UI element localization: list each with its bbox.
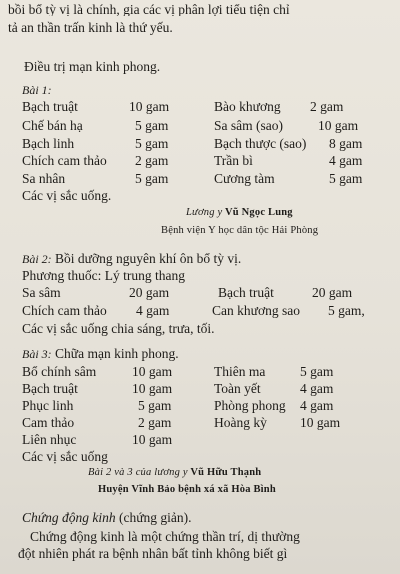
ingredient-name: Bạch thược (sao) xyxy=(214,136,307,151)
ingredient-qty: 8 gam xyxy=(329,136,363,151)
ingredient-qty: 20 gam xyxy=(312,285,353,300)
ingredient-qty: 5 gam xyxy=(329,171,363,186)
ingredient-name: Bạch truật xyxy=(22,99,78,114)
sign-prefix: Bài 2 và 3 của lương y xyxy=(88,467,188,478)
ingredient-qty: 10 gam xyxy=(300,415,341,430)
ingredient-qty: 4 gam xyxy=(329,153,363,168)
ingredient-qty: 10 gam xyxy=(129,99,170,114)
ingredient-qty: 4 gam xyxy=(300,398,334,413)
ingredient-qty: 2 gam xyxy=(138,415,172,430)
ingredient-qty: 10 gam xyxy=(132,364,173,379)
bai1-signature xyxy=(186,207,293,218)
ingredient-qty: 20 gam xyxy=(129,285,170,300)
ingredient-qty: 2 gam xyxy=(135,153,169,168)
ingredient-qty: 5 gam, xyxy=(328,303,365,318)
ingredient-qty: 5 gam xyxy=(135,171,169,186)
bai2-header xyxy=(22,251,241,267)
intro-line-1: bồi bổ tỳ vị là chính, gia các vị phân lợi tiểu tiện chỉ xyxy=(8,2,290,16)
ingredient-name: Liên nhục xyxy=(22,432,77,447)
ingredient-name: Can khương sao xyxy=(212,303,300,318)
ingredient-name: Toàn yết xyxy=(214,381,261,396)
bai3-title: Chữa mạn kinh phong. xyxy=(55,346,179,361)
ingredient-name: Cam thảo xyxy=(22,415,75,430)
formula-label: Phương thuốc: xyxy=(22,268,102,283)
ingredient-name: Sa nhân xyxy=(22,171,66,186)
ingredient-qty: 4 gam xyxy=(300,381,334,396)
ingredient-qty: 10 gam xyxy=(132,381,173,396)
bai2-title: Bồi dưỡng nguyên khí ôn bổ tỳ vị. xyxy=(55,251,242,266)
chung-title: Chứng động kinh xyxy=(22,510,116,525)
chung-line-2: đột nhiên phát ra bệnh nhân bất tỉnh không biết gì xyxy=(18,546,288,561)
ingredient-name: Bổ chính sâm xyxy=(22,364,97,379)
ingredient-name: Trần bì xyxy=(214,153,253,168)
bai3-label: Bài 3: xyxy=(22,347,52,361)
intro-line-2: tả an thần trấn kinh là thứ yếu. xyxy=(8,20,173,35)
ingredient-qty: 2 gam xyxy=(310,99,344,114)
section-title: Điều trị mạn kinh phong. xyxy=(24,59,161,74)
ingredient-name: Phục linh xyxy=(22,398,74,413)
bai2-formula xyxy=(22,268,185,284)
chung-line-1: Chứng động kinh là một chứng thần trí, dị thường xyxy=(30,529,300,544)
bai3-usage: Các vị sắc uống xyxy=(22,449,108,464)
ingredient-qty: 10 gam xyxy=(132,432,173,447)
ingredient-qty: 10 gam xyxy=(318,118,359,133)
ingredient-name: Hoàng kỳ xyxy=(214,415,267,430)
bai3-header xyxy=(22,346,179,362)
ingredient-name: Bạch linh xyxy=(22,136,75,151)
chung-title-suffix: (chứng giản). xyxy=(119,510,192,525)
ingredient-name: Chích cam thảo xyxy=(22,153,107,168)
bai1-usage: Các vị sắc uống. xyxy=(22,188,112,203)
ingredient-qty: 4 gam xyxy=(136,303,170,318)
ingredient-name: Bạch truật xyxy=(22,381,78,396)
sign-name: Vũ Ngọc Lung xyxy=(225,207,293,218)
ingredient-name: Bào khương xyxy=(214,99,281,114)
bai2-label: Bài 2: xyxy=(22,252,52,266)
sign-prefix: Lương y xyxy=(186,207,223,218)
ingredient-name: Bạch truật xyxy=(218,285,274,300)
bai2-usage: Các vị sắc uống chia sáng, trưa, tối. xyxy=(22,321,215,336)
ingredient-name: Sa sâm (sao) xyxy=(214,118,283,133)
ingredient-name: Cương tàm xyxy=(214,171,275,186)
ingredient-name: Chế bán hạ xyxy=(22,118,83,133)
formula-name: Lý trung thang xyxy=(104,268,185,283)
chung-header xyxy=(22,510,192,526)
ingredient-name: Sa sâm xyxy=(22,285,61,300)
bai1-sign-place: Bệnh viện Y học dân tộc Hải Phòng xyxy=(161,225,319,236)
ingredient-qty: 5 gam xyxy=(138,398,172,413)
ingredient-qty: 5 gam xyxy=(135,118,169,133)
bai3-sign-place: Huyện Vĩnh Bảo bệnh xá xã Hòa Bình xyxy=(98,484,276,495)
ingredient-name: Chích cam thảo xyxy=(22,303,107,318)
sign-name: Vũ Hữu Thạnh xyxy=(190,467,262,478)
ingredient-name: Phòng phong xyxy=(214,398,286,413)
ingredient-name: Thiên ma xyxy=(214,364,266,379)
ingredient-qty: 5 gam xyxy=(135,136,169,151)
ingredient-qty: 5 gam xyxy=(300,364,334,379)
bai1-label: Bài 1: xyxy=(22,83,52,97)
bai3-signature xyxy=(88,467,261,478)
